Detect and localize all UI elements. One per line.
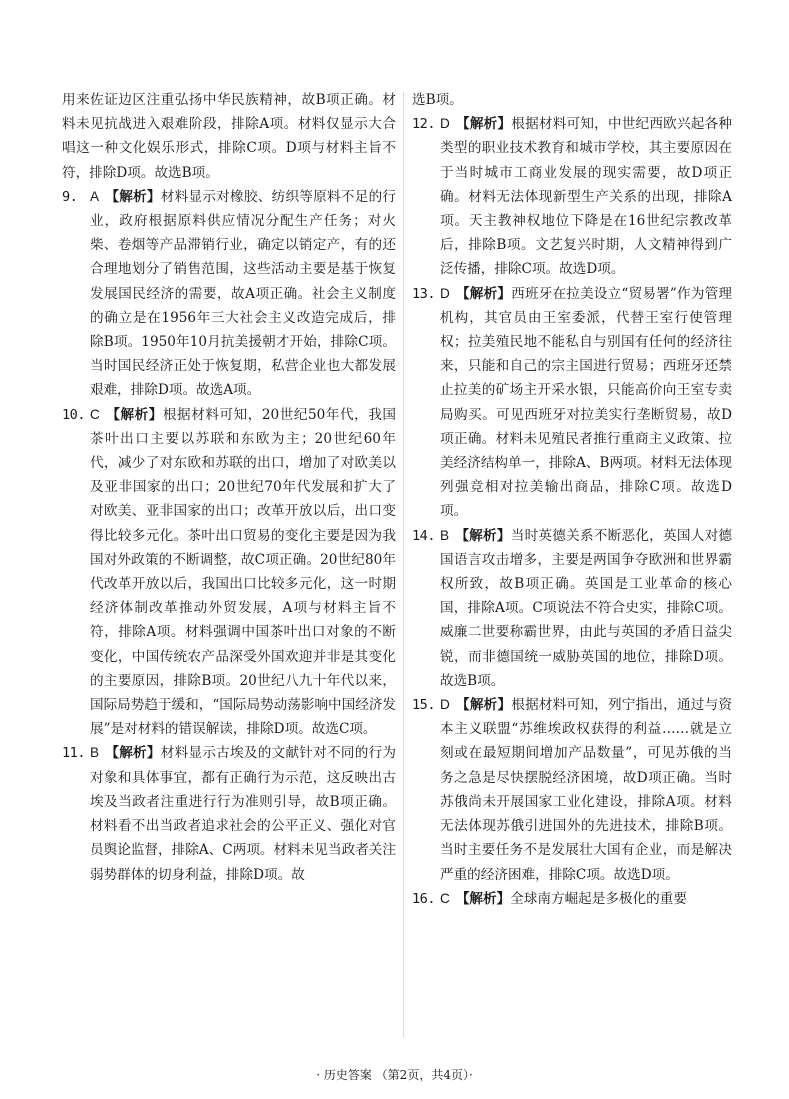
analysis-tag: 【解析】 (105, 745, 161, 762)
question-number: 10. (62, 406, 86, 423)
analysis-text: 西班牙在拉美设立“贸易署”作为管理机构，其官员由王室委派，代替王室行使管理权；拉美殖民地不能私自与别国有任何的经济往来，只能和自己的宗主国进行贸易；西班牙还禁止拉美的矿场主开采水银，只能高价向王室专卖局购买。可见西班牙对拉美实行垄断贸易，故D项正确。材料未见殖民者推行重商主义政策、拉美经济结构单一，排除A、B两项。材料无法体现列强竞相对拉美输出商品，排除C项。故选D项。 (440, 285, 732, 520)
answer-item (62, 403, 396, 742)
analysis-text: 根据材料可知，20世纪50年代，我国茶叶出口主要以苏联和东欧为主；20世纪60年代，减少了对东欧和苏联的出口，增加了对欧美以及亚非国家的出口；20世纪70年代发展和扩大了对欧美、亚非国家的出口；改革开放以后，出口变得比较多元化。茶叶出口贸易的变化主要是因为我国对外政策的不断调整，故C项正确。20世纪80年代改革开放以后，我国出口比较多元化，这一时期经济体制改革推动外贸发展，A项与材料主旨不符，排除A项。材料强调中国茶叶出口对象的不断变化，中国传统农产品深受外国欢迎并非是其变化的主要原因，排除B项。20世纪八九十年代以来，国际局势趋于缓和，“国际局势动荡影响中国经济发展”是对材料的错误解读，排除D项。故选C项。 (90, 406, 397, 738)
answer-item (412, 524, 732, 693)
answer-letter: A (90, 188, 100, 204)
left-column (62, 88, 396, 887)
analysis-tag: 【解析】 (455, 285, 512, 302)
continuation-text: 选B项。 (412, 92, 463, 108)
analysis-text: 材料显示对橡胶、纺织等原料不足的行业，政府根据原料供应情况分配生产任务；对火柴、卷烟等产品滞销行业，确定以销定产，有的还合理地划分了销售范围，这些活动主要是基于恢复发展国民经济的需要，故A项正确。社会主义制度的确立是在1956年三大社会主义改造完成后，排除B项。1950年10月抗美援朝才开始，排除C项。当时国民经济正处于恢复期，私营企业也大都发展艰难，排除D项。故选A项。 (90, 188, 397, 399)
analysis-text: 根据材料可知，列宁指出，通过与资本主义联盟“苏维埃政权获得的利益……就是立刻或在最短期间增加产品数量”，可见苏俄的当务之急是尽快摆脱经济困境，故D项正确。当时苏俄尚未开展国家工业化建设，排除A项。材料无法体现苏俄引进国外的先进技术，排除B项。当时主要任务不是发展壮大国有企业，而是解决严重的经济困难，排除C项。故选D项。 (440, 697, 733, 883)
answer-item (412, 112, 732, 281)
answer-letter: C (90, 406, 100, 422)
analysis-tag: 【解析】 (455, 890, 511, 907)
question-number: 11. (62, 745, 86, 762)
analysis-text: 根据材料可知，中世纪西欧兴起各种类型的职业技术教育和城市学校，其主要原因在于当时城市工商业发展的现实需要，故D项正确。材料无法体现新型生产关系的出现，排除A项。天主教神权地位下降是在16世纪宗教改革后，排除B项。文艺复兴时期，人文精神得到广泛传播，排除C项。故选D项。 (440, 116, 733, 278)
analysis-tag: 【解析】 (105, 188, 161, 205)
question-number: 15. (412, 697, 436, 714)
question-number: 14. (412, 527, 436, 544)
analysis-tag: 【解析】 (105, 406, 163, 423)
analysis-tag: 【解析】 (455, 116, 512, 133)
answer-letter: B (440, 527, 450, 543)
answer-item (62, 185, 396, 403)
answer-letter: D (440, 285, 450, 301)
analysis-text: 全球南方崛起是多极化的重要 (510, 890, 687, 907)
answer-item (412, 887, 732, 911)
right-column (412, 88, 732, 911)
analysis-tag: 【解析】 (455, 527, 511, 544)
question-number: 9. (62, 188, 78, 205)
answer-item (412, 282, 732, 524)
analysis-text: 当时英德关系不断恶化，英国人对德国语言攻击增多，主要是两国争夺欧洲和世界霸权所致，故B项正确。英国是工业革命的核心国，排除A项。C项说法不符合史实，排除C项。威廉二世要称霸世界，由此与英国的矛盾日益尖锐，而非德国统一威胁英国的地位，排除D项。故选B项。 (440, 527, 733, 689)
answer-letter: D (440, 116, 450, 132)
answer-item (412, 693, 732, 887)
page-footer: · 历史答案 （第2页，共4页）· (316, 1068, 473, 1082)
analysis-tag: 【解析】 (455, 697, 512, 714)
answer-letter: D (440, 697, 450, 713)
question-number: 16. (412, 890, 436, 907)
answer-item (62, 741, 396, 886)
continuation-text: 用来佐证边区注重弘扬中华民族精神，故B项正确。材料未见抗战进入艰难阶段，排除A项。材料仅显示大合唱这一种文化娱乐形式，排除C项。D项与材料主旨不符，排除D项。故选B项。 (62, 92, 396, 181)
answer-letter: B (90, 745, 100, 761)
analysis-text: 材料显示古埃及的文献针对不同的行为对象和具体事宜，都有正确行为示范，这反映出古埃及当政者注重进行行为准则引导，故B项正确。材料看不出当政者追求社会的公平正义、强化对官员舆论监督，排除A、C两项。材料未见当政者关注弱势群体的切身利益，排除D项。故 (90, 745, 397, 883)
question-number: 12. (412, 116, 436, 133)
question-number: 13. (412, 285, 436, 302)
answer-letter: C (440, 890, 450, 906)
column-divider (403, 92, 404, 1037)
